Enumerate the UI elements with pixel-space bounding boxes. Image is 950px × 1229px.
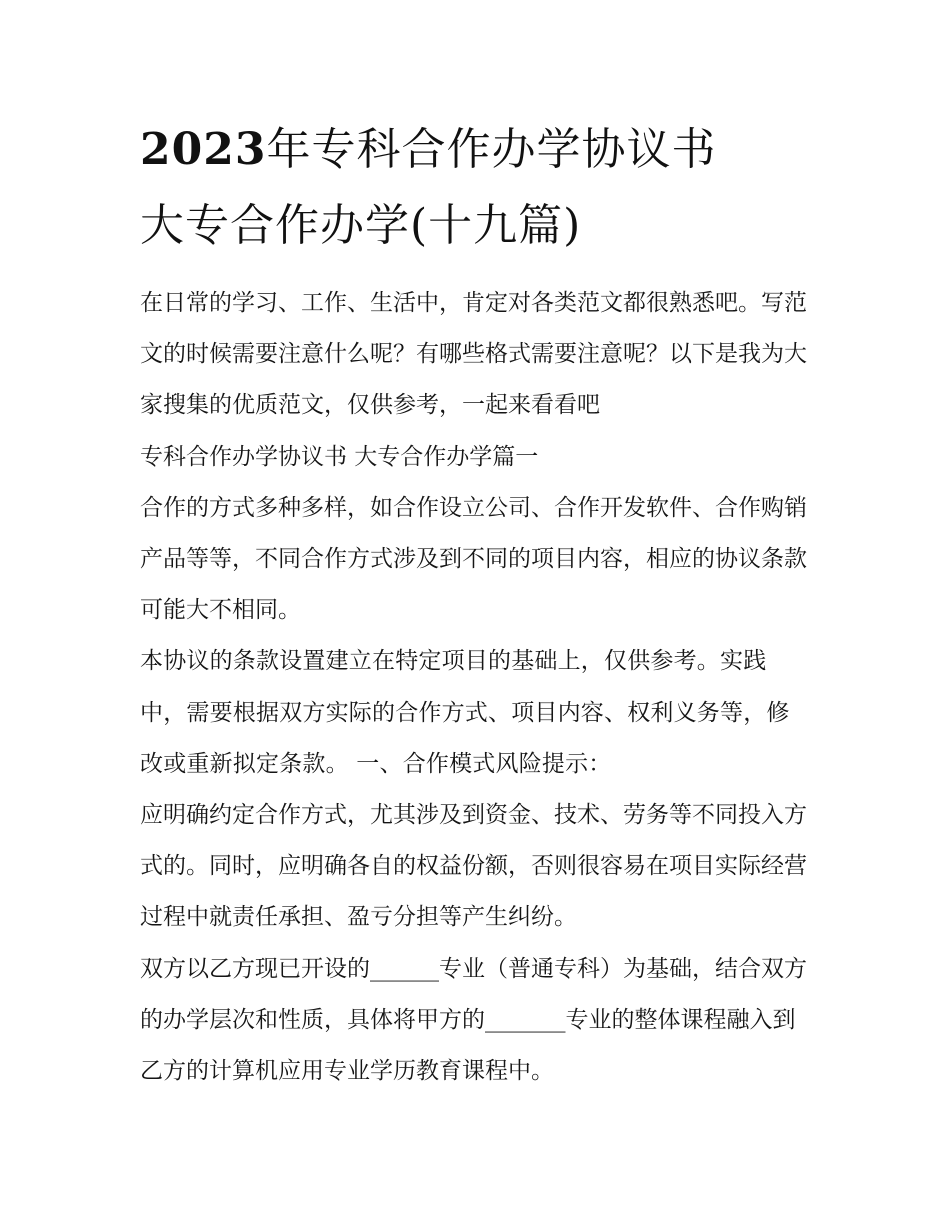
paragraph-cooperation-methods: 合作的方式多种多样，如合作设立公司、合作开发软件、合作购销产品等等，不同合作方式涉及到不同的项目内容，相应的协议条款可能大不相同。 [140, 494, 807, 624]
paragraph-section-heading: 专科合作办学协议书 大专合作办学篇一 [140, 443, 539, 470]
paragraph-program-integration: 双方以乙方现已开设的______专业（普通专科）为基础，结合双方的办学层次和性质，具体将甲方的_______专业的整体课程融入到乙方的计算机应用专业学历教育课程中。 [140, 955, 807, 1085]
title-line1-rest: 年专科合作办学协议书 [266, 124, 717, 175]
document-title [140, 112, 840, 264]
title-year: 2023 [140, 124, 267, 175]
title-line2: 大专合作办学(十九篇) [140, 200, 582, 251]
paragraph-intro: 在日常的学习、工作、生活中，肯定对各类范文都很熟悉吧。写范文的时候需要注意什么呢？有哪些格式需要注意呢？以下是我为大家搜集的优质范文，仅供参考，一起来看看吧 [140, 290, 807, 419]
paragraph-risk-tip: 应明确约定合作方式，尤其涉及到资金、技术、劳务等不同投入方式的。同时，应明确各自的权益份额，否则很容易在项目实际经营过程中就责任承担、盈亏分担等产生纠纷。 [140, 802, 807, 931]
document-body [140, 278, 812, 1097]
paragraph-terms-note: 本协议的条款设置建立在特定项目的基础上，仅供参考。实践中，需要根据双方实际的合作方式、项目内容、权利义务等，修改或重新拟定条款。 一、合作模式风险提示： [140, 648, 790, 777]
